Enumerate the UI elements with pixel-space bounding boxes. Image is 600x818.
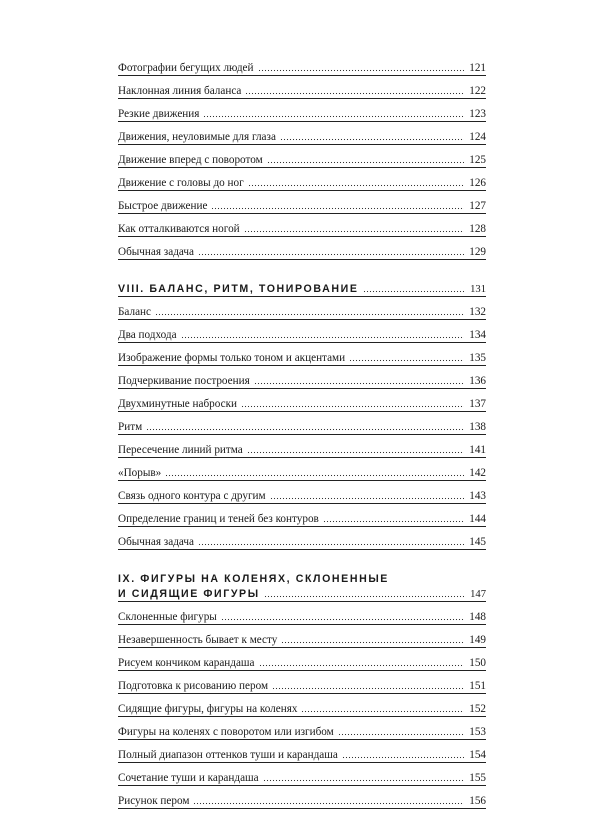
- toc-entry: [118, 154, 486, 168]
- entry-title: Сидящие фигуры, фигуры на коленях: [118, 703, 298, 715]
- toc-entry: [118, 108, 486, 122]
- entry-title: Определение границ и теней без контуров: [118, 513, 319, 525]
- dot-leader: [146, 428, 464, 431]
- entry-page-number: 128: [469, 223, 486, 235]
- entry-page-number: 125: [469, 154, 486, 166]
- toc-entry: [118, 749, 486, 763]
- entry-page-number: 132: [469, 306, 486, 318]
- entry-page-number: 121: [469, 62, 486, 74]
- toc-entry: [118, 352, 486, 366]
- entry-title: Фотографии бегущих людей: [118, 62, 254, 74]
- dot-leader: [203, 115, 464, 118]
- dot-leader: [264, 595, 464, 598]
- entry-page-number: 142: [469, 467, 486, 479]
- dot-leader: [281, 641, 464, 644]
- toc-entry: [118, 131, 486, 145]
- dot-leader: [198, 253, 464, 256]
- entry-page-number: 122: [469, 85, 486, 97]
- entry-page-number: 149: [469, 634, 486, 646]
- toc-entry: [118, 177, 486, 191]
- entry-title: Резкие движения: [118, 108, 200, 120]
- chapter-title: VIII. БАЛАНС, РИТМ, ТОНИРОВАНИЕ: [118, 283, 359, 295]
- chapter-page-number: 131: [470, 284, 486, 295]
- dot-leader: [165, 474, 464, 477]
- dot-leader: [241, 405, 464, 408]
- entry-page-number: 143: [469, 490, 486, 502]
- entry-page-number: 156: [469, 795, 486, 807]
- entry-page-number: 129: [469, 246, 486, 258]
- entry-title: Подчеркивание построения: [118, 375, 250, 387]
- dot-leader: [259, 664, 464, 667]
- dot-leader: [248, 184, 464, 187]
- entry-title: Быстрое движение: [118, 200, 208, 212]
- toc-entry: [118, 375, 486, 389]
- entry-page-number: 151: [469, 680, 486, 692]
- dot-leader: [301, 710, 464, 713]
- entry-title: Обычная задача: [118, 246, 194, 258]
- dot-leader: [338, 733, 464, 736]
- entry-title: Сочетание туши и карандаша: [118, 772, 259, 784]
- chapter-title: И СИДЯЩИЕ ФИГУРЫ: [118, 588, 260, 600]
- entry-title: Ритм: [118, 421, 143, 433]
- dot-leader: [270, 497, 464, 500]
- toc-entry: [118, 703, 486, 717]
- entry-title: Склоненные фигуры: [118, 611, 217, 623]
- entry-page-number: 150: [469, 657, 486, 669]
- dot-leader: [155, 313, 464, 316]
- dot-leader: [193, 802, 464, 805]
- dot-leader: [221, 618, 464, 621]
- entry-title: Движение с головы до ног: [118, 177, 244, 189]
- dot-leader: [247, 451, 464, 454]
- dot-leader: [244, 230, 464, 233]
- entry-page-number: 134: [469, 329, 486, 341]
- entry-title: Движение вперед с поворотом: [118, 154, 263, 166]
- toc-entry: [118, 611, 486, 625]
- entry-title: Фигуры на коленях с поворотом или изгибом: [118, 726, 334, 738]
- toc-entry: [118, 444, 486, 458]
- toc-entry: [118, 223, 486, 237]
- toc-section: [118, 611, 486, 809]
- dot-leader: [245, 92, 464, 95]
- entry-page-number: 141: [469, 444, 486, 456]
- toc-entry: [118, 329, 486, 343]
- entry-title: Баланс: [118, 306, 151, 318]
- dot-leader: [263, 779, 464, 782]
- entry-title: Подготовка к рисованию пером: [118, 680, 269, 692]
- entry-page-number: 154: [469, 749, 486, 761]
- entry-title: Связь одного контура с другим: [118, 490, 266, 502]
- entry-page-number: 148: [469, 611, 486, 623]
- entry-title: «Порыв»: [118, 467, 162, 479]
- toc-entry: [118, 726, 486, 740]
- entry-page-number: 155: [469, 772, 486, 784]
- entry-title: Незавершенность бывает к месту: [118, 634, 278, 646]
- toc-entry: [118, 398, 486, 412]
- entry-page-number: 153: [469, 726, 486, 738]
- toc-entry: [118, 795, 486, 809]
- toc-entry: [118, 513, 486, 527]
- entry-title: Пересечение линий ритма: [118, 444, 243, 456]
- chapter-heading-ix-line1: IX. ФИГУРЫ НА КОЛЕНЯХ, СКЛОНЕННЫЕ: [118, 573, 389, 585]
- toc-entry: [118, 62, 486, 76]
- entry-page-number: 123: [469, 108, 486, 120]
- dot-leader: [323, 520, 464, 523]
- dot-leader: [211, 207, 464, 210]
- dot-leader: [181, 336, 464, 339]
- toc-entry: [118, 467, 486, 481]
- dot-leader: [267, 161, 464, 164]
- entry-page-number: 124: [469, 131, 486, 143]
- entry-title: Двухминутные наброски: [118, 398, 238, 410]
- entry-page-number: 152: [469, 703, 486, 715]
- entry-title: Как отталкиваются ногой: [118, 223, 240, 235]
- entry-title: Два подхода: [118, 329, 177, 341]
- dot-leader: [258, 69, 465, 72]
- entry-title: Рисунок пером: [118, 795, 190, 807]
- dot-leader: [280, 138, 464, 141]
- chapter-heading-ix: [118, 588, 486, 602]
- entry-title: Изображение формы только тоном и акцентами: [118, 352, 346, 364]
- entry-page-number: 145: [469, 536, 486, 548]
- entry-title: Наклонная линия баланса: [118, 85, 242, 97]
- toc-entry: [118, 306, 486, 320]
- table-of-contents: [118, 62, 486, 818]
- entry-title: Движения, неуловимые для глаза: [118, 131, 276, 143]
- entry-title: Обычная задача: [118, 536, 194, 548]
- entry-page-number: 136: [469, 375, 486, 387]
- entry-title: Рисуем кончиком карандаша: [118, 657, 255, 669]
- entry-page-number: 137: [469, 398, 486, 410]
- toc-entry: [118, 421, 486, 435]
- entry-page-number: 138: [469, 421, 486, 433]
- entry-title: Полный диапазон оттенков туши и карандаша: [118, 749, 338, 761]
- chapter-page-number: 147: [470, 589, 486, 600]
- dot-leader: [342, 756, 464, 759]
- toc-entry: [118, 200, 486, 214]
- dot-leader: [254, 382, 464, 385]
- toc-entry: [118, 657, 486, 671]
- toc-entry: [118, 246, 486, 260]
- entry-page-number: 144: [469, 513, 486, 525]
- dot-leader: [349, 359, 464, 362]
- entry-page-number: 135: [469, 352, 486, 364]
- toc-entry: [118, 772, 486, 786]
- entry-page-number: 126: [469, 177, 486, 189]
- toc-entry: [118, 634, 486, 648]
- chapter-heading-viii: [118, 283, 486, 297]
- toc-entry: [118, 490, 486, 504]
- toc-section: [118, 306, 486, 550]
- toc-section: [118, 62, 486, 260]
- toc-entry: [118, 680, 486, 694]
- dot-leader: [363, 290, 465, 293]
- toc-entry: [118, 536, 486, 550]
- dot-leader: [198, 543, 464, 546]
- entry-page-number: 127: [469, 200, 486, 212]
- toc-entry: [118, 85, 486, 99]
- dot-leader: [272, 687, 464, 690]
